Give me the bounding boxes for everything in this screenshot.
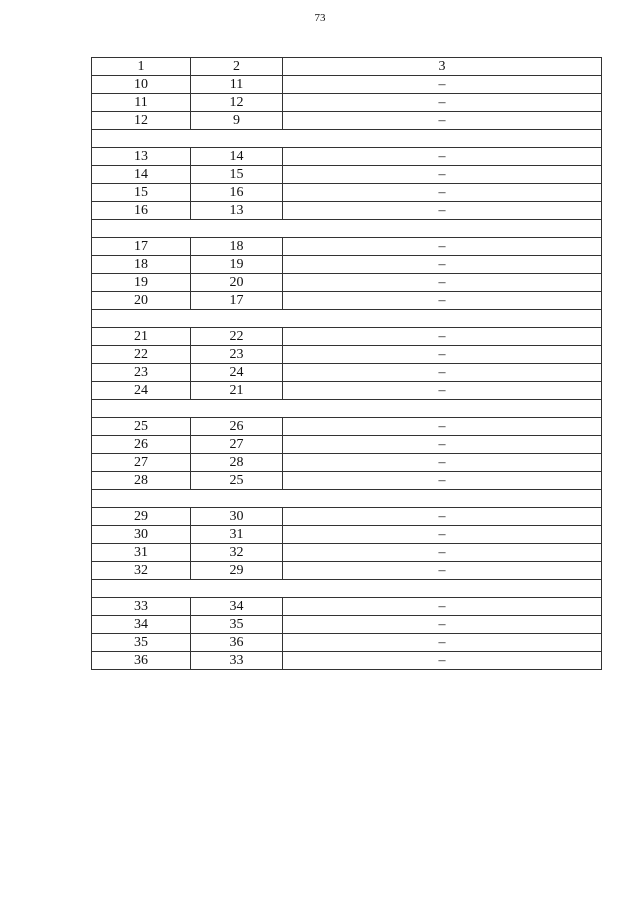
table-row [92,292,602,310]
table-cell-col-3: – [283,382,602,400]
table-cell-col-1: 29 [92,508,191,526]
table-row [92,238,602,256]
table-cell-col-3: – [283,166,602,184]
table-cell-col-2: 23 [191,346,283,364]
table-cell-col-3: – [283,418,602,436]
table-cell-col-2: 29 [191,562,283,580]
header-cell-3: 3 [283,58,602,76]
table-cell-col-2: 32 [191,544,283,562]
table-cell-col-1: 17 [92,238,191,256]
table-row [92,256,602,274]
table-cell-col-3: – [283,256,602,274]
table-row [92,418,602,436]
table-cell-col-1: 12 [92,112,191,130]
table-row [92,328,602,346]
table-cell-col-1: 36 [92,652,191,670]
table-cell-col-2: 24 [191,364,283,382]
table-cell-col-1: 27 [92,454,191,472]
table-row [92,202,602,220]
group-separator-row [92,490,602,508]
group-separator-row [92,580,602,598]
table-cell-col-1: 22 [92,346,191,364]
table-cell-col-1: 32 [92,562,191,580]
table-row [92,544,602,562]
table-cell-col-2: 14 [191,148,283,166]
table-cell-col-1: 14 [92,166,191,184]
group-separator-cell [92,220,602,238]
table-cell-col-3: – [283,652,602,670]
table-cell-col-2: 28 [191,454,283,472]
header-cell-1: 1 [92,58,191,76]
table-row [92,652,602,670]
table-row [92,166,602,184]
table-cell-col-2: 15 [191,166,283,184]
table-row [92,472,602,490]
table-body [92,58,602,670]
group-separator-cell [92,400,602,418]
table-cell-col-3: – [283,454,602,472]
table-cell-col-3: – [283,274,602,292]
table-cell-col-1: 30 [92,526,191,544]
table-cell-col-1: 26 [92,436,191,454]
table-row [92,346,602,364]
table-cell-col-2: 17 [191,292,283,310]
table-cell-col-3: – [283,634,602,652]
group-separator-row [92,220,602,238]
table-cell-col-2: 20 [191,274,283,292]
table-row [92,436,602,454]
table-cell-col-1: 20 [92,292,191,310]
table-cell-col-1: 25 [92,418,191,436]
header-row [92,58,602,76]
table-cell-col-1: 21 [92,328,191,346]
table-row [92,148,602,166]
table-cell-col-3: – [283,328,602,346]
table-cell-col-3: – [283,184,602,202]
table-row [92,454,602,472]
group-separator-row [92,400,602,418]
table-cell-col-3: – [283,508,602,526]
group-separator-cell [92,580,602,598]
table-cell-col-1: 34 [92,616,191,634]
table-row [92,634,602,652]
table-cell-col-2: 27 [191,436,283,454]
group-separator-row [92,130,602,148]
table-cell-col-2: 21 [191,382,283,400]
table-cell-col-3: – [283,346,602,364]
table-cell-col-1: 23 [92,364,191,382]
table-row [92,76,602,94]
table-cell-col-2: 9 [191,112,283,130]
group-separator-cell [92,130,602,148]
table-cell-col-2: 12 [191,94,283,112]
table-cell-col-3: – [283,112,602,130]
table-cell-col-3: – [283,202,602,220]
table-cell-col-2: 31 [191,526,283,544]
table-cell-col-3: – [283,598,602,616]
group-separator-row [92,310,602,328]
table-cell-col-2: 36 [191,634,283,652]
table-cell-col-1: 16 [92,202,191,220]
table-cell-col-2: 25 [191,472,283,490]
table-cell-col-1: 10 [92,76,191,94]
table-cell-col-3: – [283,526,602,544]
table-row [92,562,602,580]
table-cell-col-3: – [283,616,602,634]
table-cell-col-2: 22 [191,328,283,346]
table-cell-col-1: 18 [92,256,191,274]
table-cell-col-3: – [283,148,602,166]
table-cell-col-1: 33 [92,598,191,616]
table-cell-col-3: – [283,94,602,112]
table-cell-col-2: 35 [191,616,283,634]
table-row [92,364,602,382]
table-cell-col-2: 19 [191,256,283,274]
table-cell-col-3: – [283,364,602,382]
table-cell-col-2: 26 [191,418,283,436]
table-cell-col-3: – [283,472,602,490]
table-row [92,598,602,616]
table-cell-col-3: – [283,436,602,454]
table-row [92,94,602,112]
table-cell-col-1: 31 [92,544,191,562]
table-cell-col-1: 19 [92,274,191,292]
table-cell-col-3: – [283,76,602,94]
table-row [92,382,602,400]
table-cell-col-1: 28 [92,472,191,490]
group-separator-cell [92,310,602,328]
table-cell-col-3: – [283,238,602,256]
table-row [92,526,602,544]
table-row [92,112,602,130]
table-cell-col-2: 30 [191,508,283,526]
table-cell-col-3: – [283,544,602,562]
table-row [92,184,602,202]
table-cell-col-3: – [283,562,602,580]
table-cell-col-1: 11 [92,94,191,112]
table-cell-col-1: 15 [92,184,191,202]
table-cell-col-1: 24 [92,382,191,400]
header-cell-2: 2 [191,58,283,76]
table-cell-col-1: 13 [92,148,191,166]
table-cell-col-3: – [283,292,602,310]
table-cell-col-2: 16 [191,184,283,202]
group-separator-cell [92,490,602,508]
table-cell-col-2: 18 [191,238,283,256]
table-cell-col-2: 33 [191,652,283,670]
table-row [92,274,602,292]
table-cell-col-2: 13 [191,202,283,220]
data-table [91,57,602,670]
table-row [92,508,602,526]
table-row [92,616,602,634]
table-cell-col-1: 35 [92,634,191,652]
page-number: 73 [314,12,326,24]
table-cell-col-2: 34 [191,598,283,616]
table-cell-col-2: 11 [191,76,283,94]
